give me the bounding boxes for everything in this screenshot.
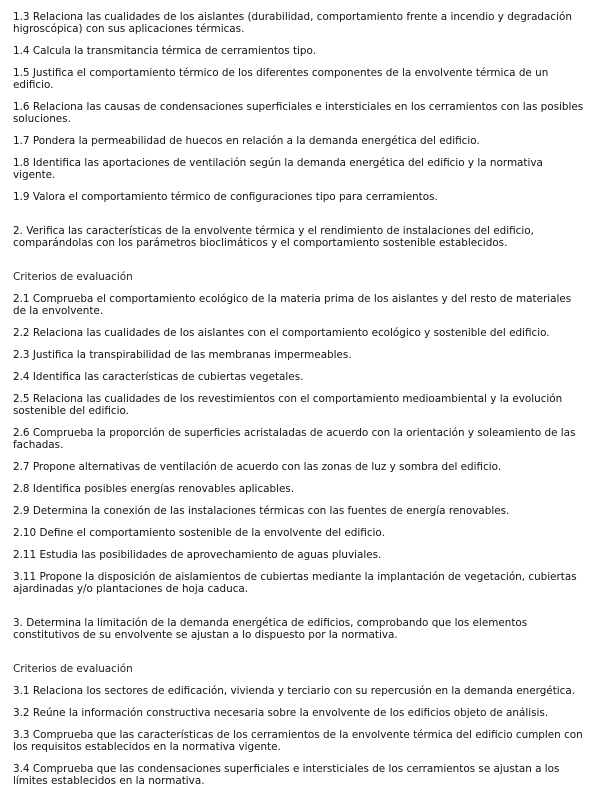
criterion-2-6: 2.6 Comprueba la proporción de superficies acristaladas de acuerdo con la orientación y soleamiento de las fachadas.	[13, 427, 576, 451]
criterion-2-9: 2.9 Determina la conexión de las instalaciones térmicas con las fuentes de energía renovables.	[13, 505, 510, 517]
criterion-1-6: 1.6 Relaciona las causas de condensaciones superficiales e intersticiales en los cerramientos con las posibles soluciones.	[13, 101, 584, 125]
criterion-2-4: 2.4 Identifica las características de cubiertas vegetales.	[13, 371, 304, 383]
criterion-2-2: 2.2 Relaciona las cualidades de los aislantes con el comportamiento ecológico y sostenible del edificio.	[13, 327, 550, 339]
criterion-3-11: 3.11 Propone la disposición de aislamientos de cubiertas mediante la implantación de vegetación, cubiertas ajardinadas y/o plantaciones de hoja caduca.	[13, 571, 577, 595]
criterion-2-11: 2.11 Estudia las posibilidades de aprovechamiento de aguas pluviales.	[13, 549, 382, 561]
criterion-3-2: 3.2 Reúne la información constructiva necesaria sobre la envolvente de los edificios objeto de análisis.	[13, 707, 549, 719]
criterion-1-5: 1.5 Justifica el comportamiento térmico de los diferentes componentes de la envolvente térmica de un edificio.	[13, 67, 549, 91]
criteria-heading-3: Criterios de evaluación	[13, 663, 133, 675]
criterion-2-8: 2.8 Identifica posibles energías renovables aplicables.	[13, 483, 295, 495]
learning-outcome-3: 3. Determina la limitación de la demanda energética de edificios, comprobando que los elementos constitutivos de su envolvente se ajustan a lo dispuesto por la normativa.	[13, 617, 528, 641]
document-body	[13, 11, 585, 797]
criterion-2-5: 2.5 Relaciona las cualidades de los revestimientos con el comportamiento medioambiental y la evolución sostenible del edificio.	[13, 393, 563, 417]
criterion-1-3: 1.3 Relaciona las cualidades de los aislantes (durabilidad, comportamiento frente a incendio y degradación higroscópica) con sus aplicaciones térmicas.	[13, 11, 572, 35]
criterion-1-7: 1.7 Pondera la permeabilidad de huecos en relación a la demanda energética del edificio.	[13, 135, 480, 147]
criteria-heading-2: Criterios de evaluación	[13, 271, 133, 283]
criterion-2-10: 2.10 Define el comportamiento sostenible de la envolvente del edificio.	[13, 527, 385, 539]
criterion-2-1: 2.1 Comprueba el comportamiento ecológico de la materia prima de los aislantes y del resto de materiales de la envolvente.	[13, 293, 572, 317]
criterion-3-1: 3.1 Relaciona los sectores de edificación, vivienda y terciario con su repercusión en la demanda energética.	[13, 685, 576, 697]
criterion-3-4: 3.4 Comprueba que las condensaciones superficiales e intersticiales de los cerramientos se ajustan a los límites establecidos en la normativa.	[13, 763, 560, 787]
criterion-1-4: 1.4 Calcula la transmitancia térmica de cerramientos tipo.	[13, 45, 317, 57]
criterion-1-8: 1.8 Identifica las aportaciones de ventilación según la demanda energética del edificio y la normativa vigente.	[13, 157, 543, 181]
criterion-2-7: 2.7 Propone alternativas de ventilación de acuerdo con las zonas de luz y sombra del edificio.	[13, 461, 502, 473]
criterion-2-3: 2.3 Justifica la transpirabilidad de las membranas impermeables.	[13, 349, 352, 361]
criterion-3-3: 3.3 Comprueba que las características de los cerramientos de la envolvente térmica del edificio cumplen con los requisitos establecidos en la normativa vigente.	[13, 729, 583, 753]
criterion-1-9: 1.9 Valora el comportamiento térmico de configuraciones tipo para cerramientos.	[13, 191, 438, 203]
learning-outcome-2: 2. Verifica las características de la envolvente térmica y el rendimiento de instalaciones del edificio, comparándolas con los parámetros bioclimáticos y el comportamiento sostenible establecidos.	[13, 225, 534, 249]
